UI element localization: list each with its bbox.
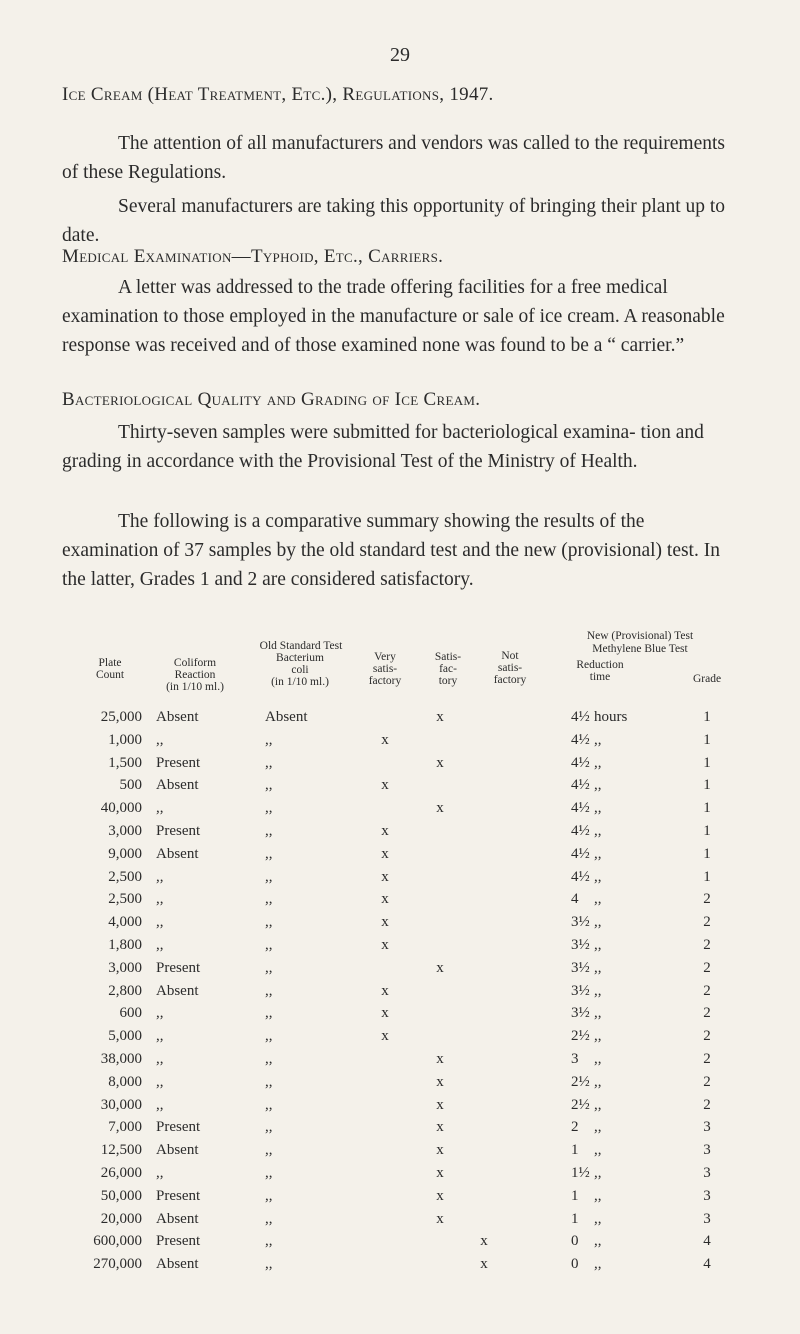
coliform-reaction-cell: Present: [156, 823, 201, 839]
grade-cell: 2: [703, 891, 711, 908]
very-satisfactory-cell: x: [381, 845, 389, 862]
header-reduction-line-2: time: [589, 671, 611, 683]
satisfactory-cell: x: [436, 1165, 444, 1181]
reduction-time-cell: 0: [571, 1256, 579, 1273]
header-very-line-2: satis-: [372, 663, 398, 675]
reduction-unit-cell: ,,: [594, 868, 602, 885]
reduction-time-cell: 1: [571, 1210, 579, 1227]
bacterium-coli-cell: ,,: [265, 1119, 273, 1136]
header-old-standard-test: Old Standard Test: [259, 640, 343, 652]
reduction-unit-cell: ,,: [594, 1210, 602, 1227]
header-satis-line-1: Satis-: [434, 651, 462, 663]
header-coliform-line-2: Reaction: [174, 669, 216, 681]
grade-cell: 2: [703, 1096, 711, 1113]
header-coliform-line-3: (in 1/10 ml.): [166, 681, 224, 693]
coliform-reaction-cell: Absent: [156, 777, 199, 794]
reduction-unit-cell: ,,: [594, 891, 602, 908]
reduction-time-cell: 3: [571, 1051, 579, 1067]
reduction-unit-cell: ,,: [594, 1142, 602, 1159]
reduction-unit-cell: ,,: [594, 1187, 602, 1204]
bacterium-coli-cell: ,,: [265, 1073, 273, 1090]
reduction-time-cell: 3½: [571, 937, 590, 953]
header-satis-line-2: fac-: [439, 663, 457, 675]
reduction-unit-cell: ,,: [594, 845, 602, 862]
header-bacterium-line-3: (in 1/10 ml.): [271, 676, 329, 688]
coliform-reaction-cell: ,,: [156, 937, 164, 953]
header-satis-line-3: tory: [438, 675, 458, 687]
reduction-unit-cell: ,,: [594, 1073, 602, 1090]
coliform-reaction-cell: ,,: [156, 1073, 164, 1090]
header-bacterium-line-2: coli: [291, 664, 309, 676]
bacterium-coli-cell: ,,: [265, 1187, 273, 1204]
paragraph-samples-submitted: Thirty-seven samples were submitted for bacteriological examina- tion and grading in accordance with the Provisional Test of the Ministry of Health.: [62, 422, 704, 472]
not-satisfactory-cell: x: [480, 1233, 488, 1250]
plate-count-cell: 500: [119, 777, 142, 794]
grade-cell: 3: [703, 1165, 711, 1181]
bacterium-coli-cell: ,,: [265, 1165, 273, 1181]
grade-cell: 1: [703, 823, 711, 839]
coliform-reaction-cell: ,,: [156, 1028, 164, 1045]
coliform-reaction-cell: ,,: [156, 1051, 164, 1067]
plate-count-cell: 30,000: [100, 1096, 142, 1113]
plate-count-cell: 4,000: [108, 914, 142, 931]
coliform-reaction-cell: Absent: [156, 982, 199, 999]
grade-cell: 2: [703, 914, 711, 931]
coliform-reaction-cell: Absent: [156, 845, 199, 862]
reduction-time-cell: 1: [571, 1187, 579, 1204]
satisfactory-cell: x: [436, 1142, 444, 1159]
coliform-reaction-cell: ,,: [156, 731, 164, 748]
bacterium-coli-cell: ,,: [265, 1256, 273, 1273]
grade-cell: 4: [703, 1233, 711, 1250]
very-satisfactory-cell: x: [381, 937, 389, 953]
paragraph-medical-examination: A letter was addressed to the trade offering facilities for a free medical examination to those employed in the manufacture or sale of ice cream. A reasonable response was received and of those examined none was found to be a “ carrier.”: [62, 277, 725, 356]
reduction-time-cell: 2½: [571, 1028, 590, 1045]
bacterium-coli-cell: ,,: [265, 914, 273, 931]
grade-cell: 1: [703, 868, 711, 885]
plate-count-cell: 25,000: [100, 709, 142, 725]
bacterium-coli-cell: ,,: [265, 1210, 273, 1227]
satisfactory-cell: x: [436, 1187, 444, 1204]
grade-cell: 4: [703, 1256, 711, 1273]
grade-cell: 1: [703, 800, 711, 817]
coliform-reaction-cell: ,,: [156, 1005, 164, 1022]
reduction-time-cell: 4½: [571, 731, 590, 748]
grade-cell: 3: [703, 1142, 711, 1159]
plate-count-cell: 2,500: [108, 868, 142, 885]
bacterium-coli-cell: ,,: [265, 868, 273, 885]
very-satisfactory-cell: x: [381, 777, 389, 794]
very-satisfactory-cell: x: [381, 891, 389, 908]
satisfactory-cell: x: [436, 1210, 444, 1227]
reduction-unit-cell: ,,: [594, 800, 602, 817]
reduction-time-cell: 3½: [571, 959, 590, 976]
reduction-time-cell: 3½: [571, 914, 590, 931]
grade-cell: 3: [703, 1119, 711, 1136]
plate-count-cell: 1,500: [108, 754, 142, 771]
plate-count-cell: 12,500: [100, 1142, 142, 1159]
header-bacterium-line-1: Bacterium: [276, 652, 324, 664]
reduction-time-cell: 4½: [571, 754, 590, 771]
reduction-unit-cell: ,,: [594, 1256, 602, 1273]
paragraph-comparative-summary: The following is a comparative summary showing the results of the examination of 37 samples by the old standard test and the new (provisional) test. In the latter, Grades 1 and 2 are considered satisfactory.: [62, 511, 720, 590]
reduction-unit-cell: ,,: [594, 914, 602, 931]
header-very-line-1: Very: [374, 651, 396, 663]
reduction-unit-cell: ,,: [594, 777, 602, 794]
reduction-time-cell: 4½: [571, 709, 590, 725]
plate-count-cell: 40,000: [100, 800, 142, 817]
reduction-time-cell: 4½: [571, 823, 590, 839]
reduction-unit-cell: ,,: [594, 823, 602, 839]
reduction-time-cell: 0: [571, 1233, 579, 1250]
reduction-time-cell: 3½: [571, 1005, 590, 1022]
satisfactory-cell: x: [436, 800, 444, 817]
reduction-unit-cell: ,,: [594, 1005, 602, 1022]
coliform-reaction-cell: Present: [156, 959, 201, 976]
grade-cell: 2: [703, 1005, 711, 1022]
bacterium-coli-cell: ,,: [265, 1005, 273, 1022]
reduction-time-cell: 2½: [571, 1073, 590, 1090]
heading-medical-examination: Medical Examination—Typhoid, Etc., Carriers.: [62, 246, 444, 267]
grade-cell: 1: [703, 709, 711, 725]
reduction-unit-cell: ,,: [594, 731, 602, 748]
plate-count-cell: 26,000: [100, 1165, 142, 1181]
reduction-unit-cell: ,,: [594, 1096, 602, 1113]
bacterium-coli-cell: ,,: [265, 731, 273, 748]
coliform-reaction-cell: ,,: [156, 1165, 164, 1181]
reduction-time-cell: 1½: [571, 1165, 590, 1181]
coliform-reaction-cell: ,,: [156, 868, 164, 885]
bacterium-coli-cell: ,,: [265, 1051, 273, 1067]
satisfactory-cell: x: [436, 1073, 444, 1090]
bacterium-coli-cell: ,,: [265, 1233, 273, 1250]
bacterium-coli-cell: ,,: [265, 800, 273, 817]
grade-cell: 1: [703, 777, 711, 794]
grade-cell: 2: [703, 937, 711, 953]
header-reduction-line-1: Reduction: [576, 659, 624, 671]
header-very-line-3: factory: [368, 675, 402, 687]
grade-cell: 1: [703, 845, 711, 862]
grade-cell: 2: [703, 1073, 711, 1090]
satisfactory-cell: x: [436, 754, 444, 771]
header-coliform-line-1: Coliform: [173, 657, 217, 669]
plate-count-cell: 20,000: [100, 1210, 142, 1227]
plate-count-cell: 3,000: [108, 823, 142, 839]
reduction-time-cell: 2½: [571, 1096, 590, 1113]
reduction-time-cell: 4½: [571, 800, 590, 817]
not-satisfactory-cell: x: [480, 1256, 488, 1273]
coliform-reaction-cell: Absent: [156, 1256, 199, 1273]
reduction-unit-cell: ,,: [594, 959, 602, 976]
coliform-reaction-cell: Present: [156, 754, 201, 771]
heading-ice-cream-regulations: Ice Cream (Heat Treatment, Etc.), Regulations, 1947.: [62, 84, 494, 105]
reduction-time-cell: 3½: [571, 982, 590, 999]
plate-count-cell: 8,000: [108, 1073, 142, 1090]
coliform-reaction-cell: Absent: [156, 709, 199, 725]
satisfactory-cell: x: [436, 709, 444, 725]
bacterium-coli-cell: ,,: [265, 937, 273, 953]
grade-cell: 2: [703, 959, 711, 976]
header-plate-line-1: Plate: [98, 657, 122, 669]
plate-count-cell: 600: [119, 1005, 142, 1022]
very-satisfactory-cell: x: [381, 1028, 389, 1045]
very-satisfactory-cell: x: [381, 982, 389, 999]
grade-cell: 1: [703, 731, 711, 748]
bacterium-coli-cell: ,,: [265, 891, 273, 908]
bacterium-coli-cell: ,,: [265, 1028, 273, 1045]
plate-count-cell: 1,800: [108, 937, 142, 953]
bacterium-coli-cell: ,,: [265, 1142, 273, 1159]
paragraph-regulations-attention: The attention of all manufacturers and vendors was called to the requirements of these Regulations.: [62, 133, 725, 183]
coliform-reaction-cell: ,,: [156, 800, 164, 817]
plate-count-cell: 50,000: [100, 1187, 142, 1204]
coliform-reaction-cell: ,,: [156, 914, 164, 931]
bacterium-coli-cell: Absent: [265, 709, 308, 725]
plate-count-cell: 3,000: [108, 959, 142, 976]
bacterium-coli-cell: ,,: [265, 1096, 273, 1113]
grade-cell: 3: [703, 1210, 711, 1227]
grade-cell: 2: [703, 982, 711, 999]
plate-count-cell: 270,000: [93, 1256, 142, 1273]
reduction-time-cell: 4½: [571, 845, 590, 862]
plate-count-cell: 2,500: [108, 891, 142, 908]
header-not-line-2: satis-: [497, 662, 523, 674]
reduction-unit-cell: ,,: [594, 1051, 602, 1067]
grade-cell: 2: [703, 1028, 711, 1045]
header-not-line-3: factory: [493, 674, 527, 686]
bacterium-coli-cell: ,,: [265, 777, 273, 794]
very-satisfactory-cell: x: [381, 914, 389, 931]
very-satisfactory-cell: x: [381, 731, 389, 748]
coliform-reaction-cell: ,,: [156, 1096, 164, 1113]
reduction-unit-cell: hours: [594, 709, 628, 725]
grade-cell: 1: [703, 754, 711, 771]
plate-count-cell: 600,000: [93, 1233, 142, 1250]
coliform-reaction-cell: Present: [156, 1119, 201, 1136]
reduction-unit-cell: ,,: [594, 1119, 602, 1136]
page-number: 29: [390, 44, 410, 66]
plate-count-cell: 5,000: [108, 1028, 142, 1045]
header-grade: Grade: [692, 673, 722, 685]
reduction-time-cell: 1: [571, 1142, 579, 1159]
reduction-unit-cell: ,,: [594, 1165, 602, 1181]
coliform-reaction-cell: Present: [156, 1233, 201, 1250]
reduction-unit-cell: ,,: [594, 982, 602, 999]
coliform-reaction-cell: ,,: [156, 891, 164, 908]
coliform-reaction-cell: Absent: [156, 1210, 199, 1227]
plate-count-cell: 38,000: [100, 1051, 142, 1067]
reduction-time-cell: 4½: [571, 777, 590, 794]
bacterium-coli-cell: ,,: [265, 823, 273, 839]
bacterium-coli-cell: ,,: [265, 754, 273, 771]
coliform-reaction-cell: Absent: [156, 1142, 199, 1159]
bacterium-coli-cell: ,,: [265, 959, 273, 976]
header-not-line-1: Not: [501, 650, 519, 662]
bacterium-coli-cell: ,,: [265, 845, 273, 862]
reduction-unit-cell: ,,: [594, 754, 602, 771]
bacterium-coli-cell: ,,: [265, 982, 273, 999]
header-new-provisional-test: New (Provisional) Test: [586, 630, 694, 642]
reduction-time-cell: 2: [571, 1119, 579, 1136]
satisfactory-cell: x: [436, 1096, 444, 1113]
plate-count-cell: 1,000: [108, 731, 142, 748]
satisfactory-cell: x: [436, 959, 444, 976]
reduction-unit-cell: ,,: [594, 937, 602, 953]
satisfactory-cell: x: [436, 1051, 444, 1067]
header-methylene-blue-test: Methylene Blue Test: [592, 643, 688, 655]
very-satisfactory-cell: x: [381, 1005, 389, 1022]
heading-bacteriological-quality: Bacteriological Quality and Grading of Ice Cream.: [62, 389, 481, 410]
reduction-time-cell: 4: [571, 891, 579, 908]
plate-count-cell: 7,000: [108, 1119, 142, 1136]
very-satisfactory-cell: x: [381, 868, 389, 885]
plate-count-cell: 9,000: [108, 845, 142, 862]
grade-cell: 3: [703, 1187, 711, 1204]
plate-count-cell: 2,800: [108, 982, 142, 999]
reduction-unit-cell: ,,: [594, 1028, 602, 1045]
header-plate-line-2: Count: [95, 669, 125, 681]
grade-cell: 2: [703, 1051, 711, 1067]
paragraph-regulations-plant: Several manufacturers are taking this opportunity of bringing their plant up to date.: [62, 196, 726, 246]
coliform-reaction-cell: Present: [156, 1187, 201, 1204]
satisfactory-cell: x: [436, 1119, 444, 1136]
very-satisfactory-cell: x: [381, 823, 389, 839]
reduction-time-cell: 4½: [571, 868, 590, 885]
reduction-unit-cell: ,,: [594, 1233, 602, 1250]
